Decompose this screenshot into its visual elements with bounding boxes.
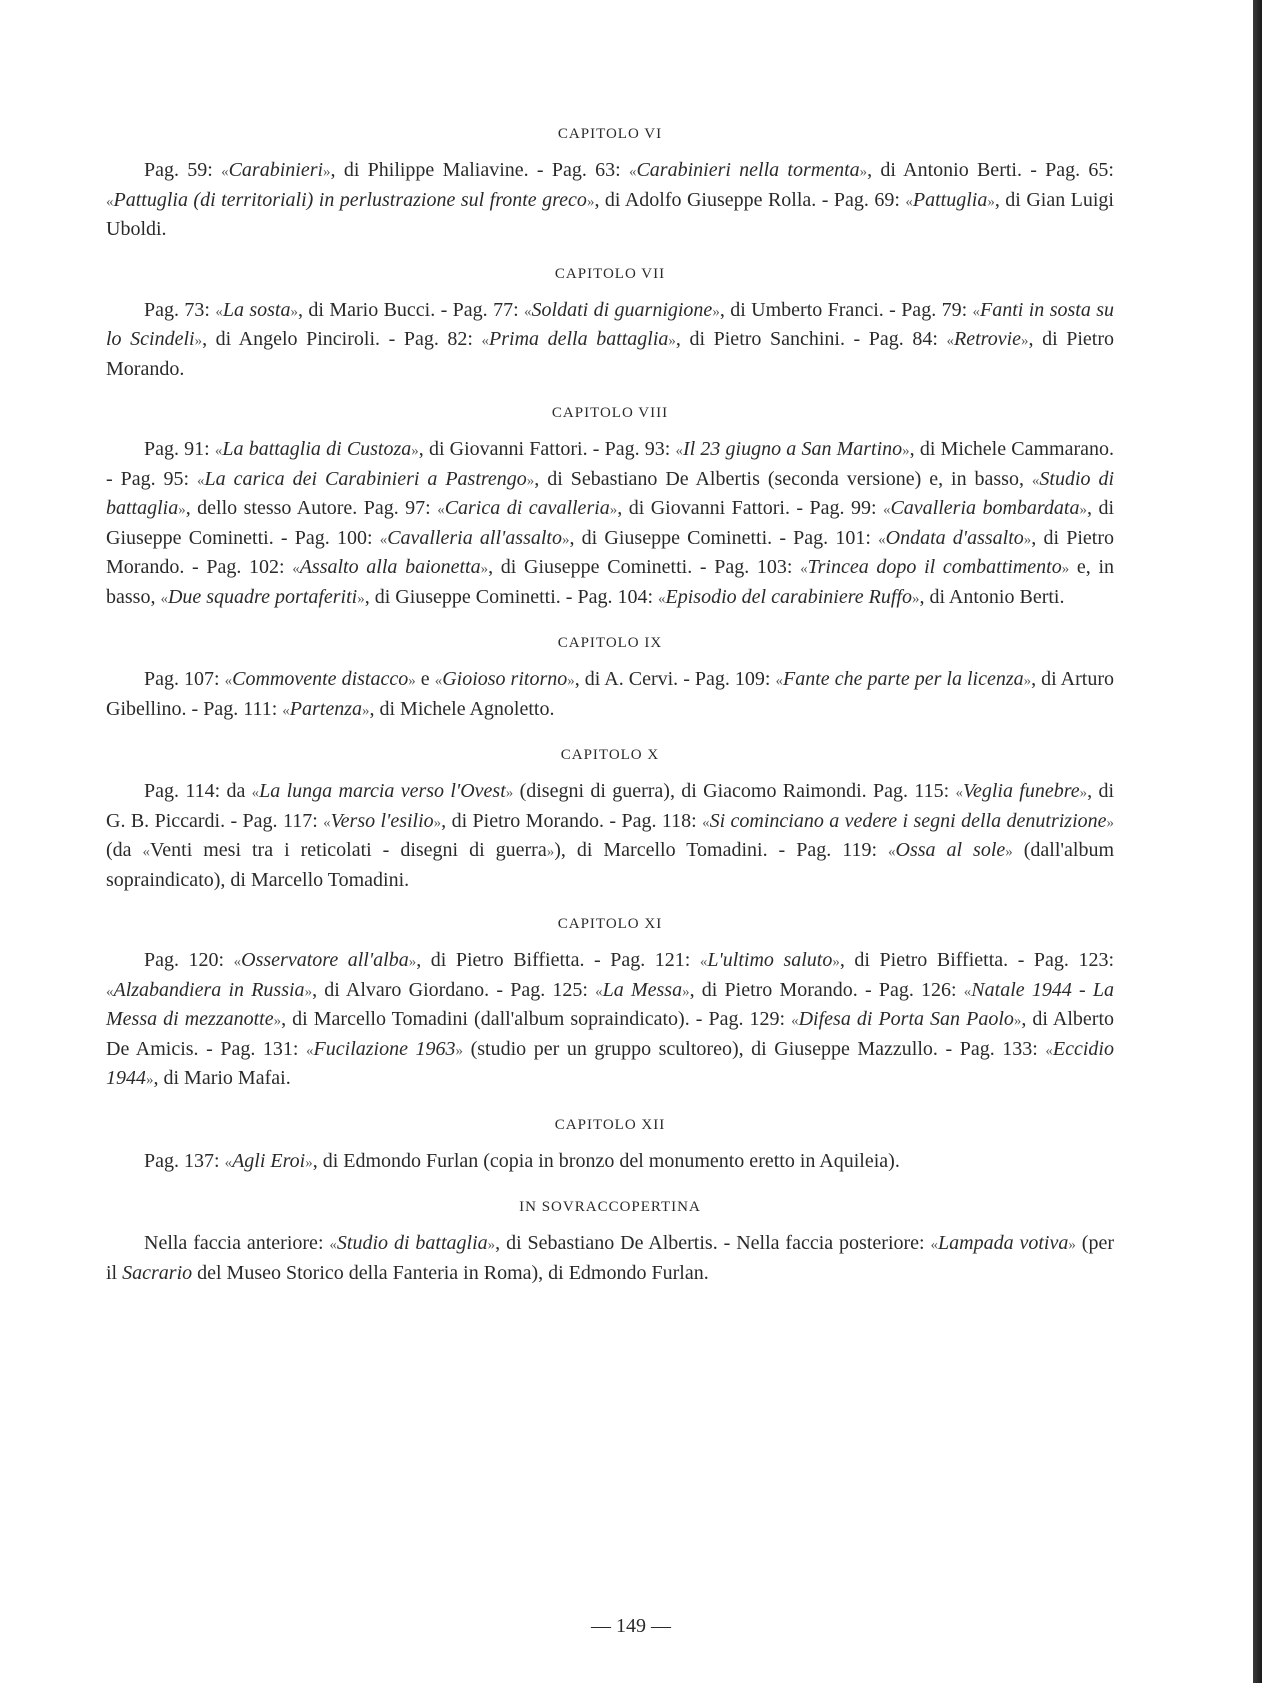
guillemet: »: [408, 954, 417, 970]
artwork-title: La sosta: [222, 298, 291, 321]
section-heading: CAPITOLO XI: [557, 916, 663, 932]
guillemet: »: [859, 164, 868, 180]
guillemet: «: [628, 164, 637, 180]
section-heading: IN SOVRACCOPERTINA: [519, 1199, 701, 1215]
guillemet: »: [1005, 844, 1013, 860]
artwork-title: Assalto alla baionetta: [299, 556, 481, 578]
guillemet: «: [306, 1042, 314, 1059]
artwork-title: Fante che parte per la licenza: [783, 668, 1024, 690]
guillemet: »: [1013, 1013, 1022, 1029]
guillemet: «: [775, 673, 784, 689]
guillemet: «: [955, 785, 963, 801]
section-paragraph: [106, 1230, 1114, 1287]
guillemet: »: [586, 193, 595, 210]
text-run: e, in basso,: [106, 556, 1115, 608]
artwork-title: Pattuglia (di territoriali) in perlustrazione sul fronte greco: [113, 188, 587, 211]
artwork-title: Agli Eroi: [232, 1149, 306, 1172]
guillemet: «: [221, 164, 229, 180]
guillemet: «: [702, 814, 710, 831]
guillemet: «: [595, 983, 603, 1000]
text-run: Pag. 59:: [144, 159, 222, 181]
guillemet: «: [800, 561, 808, 577]
artwork-title: Gioioso ritorno: [442, 668, 568, 690]
artwork-title: Fucilazione 1963: [313, 1037, 456, 1060]
text-run: , di Mario Bucci. - Pag. 77:: [297, 298, 525, 321]
guillemet: «: [1031, 472, 1040, 489]
page-edge: [1253, 0, 1262, 1683]
guillemet: »: [911, 590, 920, 607]
text-run: , di Michele Agnoletto.: [369, 697, 555, 720]
section-paragraph: [106, 436, 1114, 613]
text-run: (dall'album sopraindicato), di Marcello Tomadini.: [106, 839, 1114, 891]
text-run: , di Adolfo Giuseppe Rolla. - Pag. 69:: [594, 188, 906, 211]
artwork-title: Veglia funebre: [962, 780, 1080, 802]
section: [106, 405, 1114, 613]
artwork-title: Soldati di guarnigione: [531, 298, 713, 321]
guillemet: »: [408, 673, 416, 689]
artwork-title: Studio di battaglia: [336, 1232, 488, 1254]
guillemet: »: [1021, 333, 1029, 349]
guillemet: »: [323, 164, 331, 180]
artwork-title: Fanti in sosta su lo Scindeli: [106, 298, 1114, 350]
text-run: , di Umberto Franci. - Pag. 79:: [719, 298, 973, 321]
artwork-title: Commovente distacco: [232, 668, 409, 690]
text-run: Pag. 107:: [144, 668, 225, 690]
guillemet: «: [251, 785, 260, 801]
text-run: e: [415, 668, 435, 690]
section-paragraph: [106, 947, 1114, 1095]
section: [106, 635, 1114, 725]
guillemet: «: [437, 502, 445, 518]
text-run: Nella faccia anteriore:: [144, 1232, 330, 1254]
guillemet: »: [411, 443, 419, 459]
artwork-title: Carabinieri nella tormenta: [636, 159, 860, 181]
guillemet: »: [987, 193, 995, 210]
guillemet: »: [505, 785, 514, 801]
artwork-title: Studio di battaglia: [106, 467, 1114, 519]
section: [106, 916, 1114, 1095]
section-heading: CAPITOLO VI: [557, 126, 663, 142]
section-paragraph: [106, 157, 1114, 244]
text-run: del Museo Storico della Fanteria in Roma), di Edmondo Furlan.: [192, 1261, 709, 1284]
guillemet: »: [832, 954, 840, 970]
guillemet: «: [791, 1013, 799, 1029]
text-run: , di Philippe Maliavine. - Pag. 63:: [330, 159, 629, 181]
artwork-title: Natale 1944 - La Messa di mezzanotte: [106, 978, 1114, 1030]
guillemet: «: [946, 333, 954, 349]
text-run: Venti mesi tra i reticolati - disegni di guerra: [150, 839, 547, 861]
text-run: , di Pietro Morando. - Pag. 126:: [689, 978, 964, 1001]
text-run: , di Pietro Morando. - Pag. 102:: [106, 526, 1114, 578]
guillemet: »: [526, 472, 535, 489]
guillemet: «: [282, 702, 290, 719]
guillemet: »: [1023, 673, 1032, 689]
artwork-title: La battaglia di Custoza: [222, 438, 412, 460]
text-run: , di Pietro Sanchini. - Pag. 84:: [675, 328, 947, 350]
guillemet: «: [233, 954, 242, 970]
text-run: , di Antonio Berti.: [919, 585, 1065, 608]
artwork-title: La Messa: [602, 978, 683, 1001]
page-number: — 149 —: [591, 1615, 671, 1637]
artwork-title: Trincea dopo il combattimento: [807, 556, 1062, 578]
text-run: , di Arturo Gibellino. - Pag. 111:: [106, 668, 1114, 720]
text-run: , di Sebastiano De Albertis. - Nella faccia posteriore:: [495, 1232, 931, 1254]
text-run: , di Marcello Tomadini (dall'album sopraindicato). - Pag. 129:: [281, 1008, 792, 1030]
guillemet: «: [142, 844, 151, 860]
guillemet: »: [433, 814, 442, 831]
text-run: , di Alvaro Giordano. - Pag. 125:: [312, 978, 596, 1001]
text-run: , di G. B. Piccardi. - Pag. 117:: [106, 780, 1115, 832]
section: [106, 1199, 1114, 1287]
guillemet: «: [106, 983, 114, 1000]
artwork-title: Eccidio 1944: [106, 1037, 1114, 1089]
guillemet: «: [882, 502, 891, 518]
artwork-title: Difesa di Porta San Paolo: [798, 1008, 1014, 1030]
guillemet: «: [905, 193, 913, 210]
section-heading: CAPITOLO XII: [554, 1116, 666, 1133]
guillemet: «: [888, 844, 896, 860]
artwork-title: Retrovie: [954, 328, 1022, 350]
text-run: Pag. 73:: [144, 298, 216, 321]
guillemet: «: [1045, 1042, 1053, 1059]
artwork-title: Due squadre portaferiti: [167, 585, 358, 608]
text-run: , di Giuseppe Cominetti. - Pag. 100:: [106, 497, 1115, 549]
text-run: , di Alberto De Amicis. - Pag. 131:: [106, 1008, 1115, 1060]
guillemet: »: [1079, 785, 1088, 801]
guillemet: »: [668, 333, 676, 349]
guillemet: »: [1079, 502, 1087, 518]
guillemet: »: [1023, 531, 1032, 548]
text-run: , di Pietro Morando.: [106, 328, 1114, 380]
text-run: Pag. 91:: [144, 438, 215, 460]
text-run: , di Angelo Pinciroli. - Pag. 82:: [202, 328, 482, 350]
text-run: , di Mario Mafai.: [153, 1067, 291, 1089]
text-run: Pag. 137:: [144, 1149, 225, 1172]
artwork-title: Lampada votiva: [938, 1232, 1069, 1254]
text-run: , di Edmondo Furlan (copia in bronzo del monumento eretto in Aquileia).: [312, 1149, 900, 1172]
artwork-title: Alzabandiera in Russia: [113, 978, 305, 1001]
section-paragraph: [106, 297, 1114, 384]
document-body: [106, 126, 1114, 1287]
text-run: Pag. 120:: [144, 949, 234, 971]
guillemet: «: [963, 983, 972, 1000]
text-run: , di Pietro Morando. - Pag. 118:: [441, 809, 703, 832]
guillemet: »: [146, 1072, 154, 1088]
guillemet: «: [524, 303, 532, 320]
guillemet: »: [562, 531, 570, 548]
guillemet: »: [305, 1154, 313, 1171]
artwork-title: Prima della battaglia: [489, 328, 669, 350]
guillemet: »: [1106, 814, 1114, 831]
guillemet: «: [292, 561, 300, 577]
guillemet: »: [712, 303, 720, 320]
artwork-title: Si cominciano a vedere i segni della denutrizione: [709, 809, 1107, 832]
artwork-title: Partenza: [289, 697, 362, 720]
section-paragraph: [106, 666, 1114, 725]
text-run: , dello stesso Autore. Pag. 97:: [185, 497, 438, 519]
text-run: (da: [106, 839, 143, 861]
section: [106, 1117, 1114, 1178]
artwork-title: Pattuglia: [912, 188, 988, 211]
artwork-title: Carabinieri: [228, 159, 324, 181]
text-run: ), di Marcello Tomadini. - Pag. 119:: [554, 839, 888, 861]
artwork-title: Ossa al sole: [895, 839, 1006, 861]
guillemet: «: [215, 303, 223, 320]
section-heading: CAPITOLO IX: [557, 635, 663, 651]
section: [106, 747, 1114, 894]
guillemet: »: [273, 1013, 282, 1029]
guillemet: »: [178, 502, 186, 518]
text-run: , di Giovanni Fattori. - Pag. 99:: [617, 497, 883, 519]
artwork-title: La carica dei Carabinieri a Pastrengo: [204, 467, 527, 490]
guillemet: «: [930, 1237, 939, 1253]
guillemet: «: [675, 443, 683, 459]
text-run: , di Michele Cammarano. - Pag. 95:: [106, 438, 1115, 490]
artwork-title: Carica di cavalleria: [444, 497, 610, 519]
guillemet: »: [304, 983, 313, 1000]
section-heading: CAPITOLO X: [560, 747, 660, 763]
guillemet: «: [972, 303, 981, 320]
text-run: Pag. 114: da: [144, 780, 252, 802]
guillemet: »: [455, 1042, 464, 1059]
text-run: , di A. Cervi. - Pag. 109:: [574, 668, 776, 690]
guillemet: »: [487, 1237, 496, 1253]
guillemet: »: [357, 590, 365, 607]
guillemet: »: [194, 333, 203, 349]
text-run: , di Pietro Biffietta. - Pag. 121:: [416, 949, 700, 971]
guillemet: «: [323, 814, 331, 831]
artwork-title: Il 23 giugno a San Martino: [683, 438, 903, 460]
guillemet: »: [902, 443, 910, 459]
text-run: (per il: [106, 1232, 1114, 1284]
text-run: , di Giuseppe Cominetti. - Pag. 104:: [364, 585, 659, 608]
guillemet: «: [224, 673, 233, 689]
artwork-title: Cavalleria bombardata: [890, 497, 1080, 519]
guillemet: «: [197, 472, 205, 489]
guillemet: »: [1061, 561, 1070, 577]
guillemet: «: [160, 590, 168, 607]
artwork-title: Ondata d'assalto: [885, 526, 1024, 549]
artwork-title: L'ultimo saluto: [707, 949, 833, 971]
guillemet: «: [434, 673, 443, 689]
section: [106, 266, 1114, 384]
guillemet: «: [214, 443, 223, 459]
guillemet: »: [290, 303, 298, 320]
guillemet: »: [1068, 1237, 1076, 1253]
text-run: , di Sebastiano De Albertis (seconda versione) e, in basso,: [534, 467, 1032, 490]
text-run: , di Antonio Berti. - Pag. 65:: [867, 159, 1114, 181]
text-run: , di Gian Luigi Uboldi.: [106, 188, 1114, 240]
text-run: , di Giuseppe Cominetti. - Pag. 103:: [488, 556, 801, 578]
artwork-title: La lunga marcia verso l'Ovest: [259, 780, 506, 802]
section-paragraph: [106, 1148, 1114, 1178]
guillemet: «: [379, 531, 388, 548]
guillemet: «: [878, 531, 886, 548]
guillemet: «: [481, 333, 490, 349]
text-run: , di Pietro Biffietta. - Pag. 123:: [839, 949, 1115, 971]
guillemet: »: [567, 673, 575, 689]
artwork-title: Episodio del carabiniere Ruffo: [665, 585, 912, 608]
text-run: (studio per un gruppo scultoreo), di Giuseppe Mazzullo. - Pag. 133:: [463, 1037, 1046, 1060]
guillemet: «: [699, 954, 708, 970]
section-heading: CAPITOLO VII: [554, 265, 666, 282]
section: [106, 126, 1114, 244]
text-run: , di Giovanni Fattori. - Pag. 93:: [418, 438, 676, 460]
artwork-title: Osservatore all'alba: [241, 949, 409, 971]
guillemet: »: [546, 844, 555, 860]
artwork-title: Cavalleria all'assalto: [387, 526, 562, 549]
guillemet: «: [329, 1237, 337, 1253]
guillemet: »: [682, 983, 690, 1000]
text-run: , di Giuseppe Cominetti. - Pag. 101:: [569, 526, 879, 549]
text-run: (disegni di guerra), di Giacomo Raimondi. Pag. 115:: [513, 780, 956, 802]
section-heading: CAPITOLO VIII: [551, 405, 669, 421]
artwork-title: Sacrario: [122, 1261, 193, 1284]
artwork-title: Verso l'esilio: [330, 809, 434, 832]
guillemet: «: [658, 590, 666, 607]
guillemet: «: [106, 193, 114, 210]
guillemet: »: [362, 702, 370, 719]
section-paragraph: [106, 778, 1114, 894]
guillemet: »: [480, 561, 489, 577]
guillemet: «: [224, 1154, 233, 1171]
guillemet: »: [609, 502, 618, 518]
